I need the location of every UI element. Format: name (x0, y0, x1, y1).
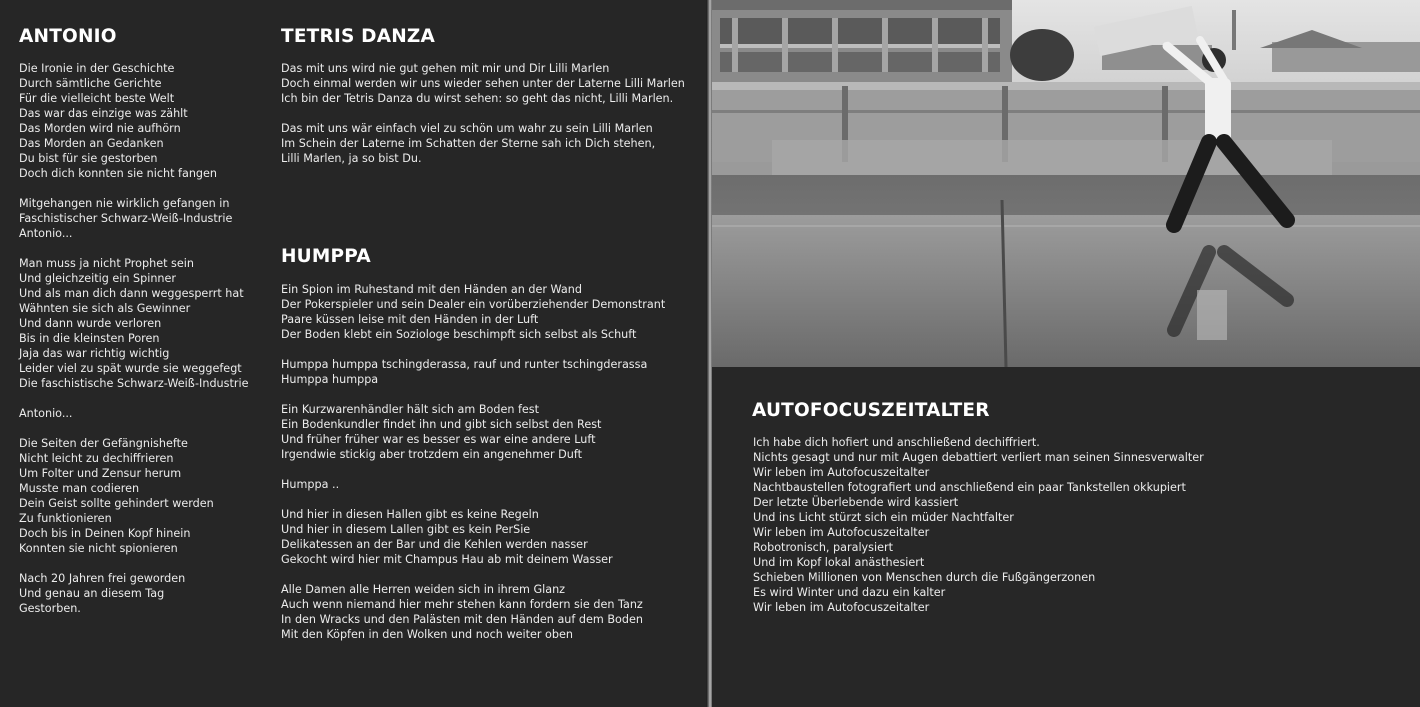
lyric-line: Und früher früher war es besser es war eine andere Luft (281, 433, 596, 446)
autofocuszeitalter-lyrics (753, 435, 1204, 630)
lyric-line: Ein Kurzwarenhändler hält sich am Boden fest (281, 403, 540, 416)
lyric-line: Doch einmal werden wir uns wieder sehen unter der Laterne Lilli Marlen (281, 77, 685, 90)
lyric-line: Und ins Licht stürzt sich ein müder Nachtfalter (753, 511, 1014, 524)
lyric-line: In den Wracks und den Palästen mit den Händen auf dem Boden (281, 613, 643, 626)
lyric-line: Und als man dich dann weggesperrt hat (19, 287, 244, 300)
lyric-line: Und dann wurde verloren (19, 317, 162, 330)
lyric-line: Gestorben. (19, 602, 81, 615)
lyric-line: Und genau an diesem Tag (19, 587, 165, 600)
stanza (19, 196, 248, 241)
lyric-line: Delikatessen an der Bar und die Kehlen werden nasser (281, 538, 588, 551)
lyric-line: Und hier in diesem Lallen gibt es kein PerSie (281, 523, 531, 536)
stanza (281, 61, 685, 106)
rooftop-dancer-photo (712, 0, 1420, 367)
lyric-line: Robotronisch, paralysiert (753, 541, 893, 554)
stanza (281, 582, 665, 642)
lyric-line: Irgendwie stickig aber trotzdem ein angenehmer Duft (281, 448, 582, 461)
stanza (281, 357, 665, 387)
lyric-line: Humppa .. (281, 478, 340, 491)
humppa-title: HUMPPA (281, 246, 371, 267)
lyric-line: Paare küssen leise mit den Händen in der Luft (281, 313, 539, 326)
lyric-line: Das war das einzige was zählt (19, 107, 188, 120)
antonio-title: ANTONIO (19, 26, 117, 47)
lyric-line: Wir leben im Autofocuszeitalter (753, 466, 930, 479)
stanza (281, 477, 665, 492)
lyric-line: Wir leben im Autofocuszeitalter (753, 526, 930, 539)
lyric-line: Nichts gesagt und nur mit Augen debattiert verliert man seinen Sinnesverwalter (753, 451, 1204, 464)
lyric-line: Durch sämtliche Gerichte (19, 77, 162, 90)
lyric-line: Mit den Köpfen in den Wolken und noch weiter oben (281, 628, 573, 641)
tetris-danza-title: TETRIS DANZA (281, 26, 436, 47)
humppa-lyrics (281, 282, 665, 657)
lyric-line: Nachtbaustellen fotografiert und anschließend ein paar Tankstellen okkupiert (753, 481, 1186, 494)
lyric-line: Leider viel zu spät wurde sie weggefegt (19, 362, 242, 375)
lyric-line: Musste man codieren (19, 482, 140, 495)
lyric-line: Ein Spion im Ruhestand mit den Händen an der Wand (281, 283, 582, 296)
lyric-line: Wir leben im Autofocuszeitalter (753, 601, 930, 614)
lyric-line: Um Folter und Zensur herum (19, 467, 182, 480)
stanza (19, 256, 248, 391)
lyric-line: Alle Damen alle Herren weiden sich in ihrem Glanz (281, 583, 566, 596)
lyric-line: Lilli Marlen, ja so bist Du. (281, 152, 422, 165)
lyric-line: Und hier in diesen Hallen gibt es keine Regeln (281, 508, 539, 521)
lyric-line: Der letzte Überlebende wird kassiert (753, 496, 959, 509)
lyric-line: Doch bis in Deinen Kopf hinein (19, 527, 191, 540)
lyric-line: Das Morden an Gedanken (19, 137, 164, 150)
lyric-line: Das mit uns wird nie gut gehen mit mir und Dir Lilli Marlen (281, 62, 610, 75)
lyric-line: Es wird Winter und dazu ein kalter (753, 586, 946, 599)
stanza (281, 121, 685, 166)
lyric-line: Und gleichzeitig ein Spinner (19, 272, 177, 285)
lyric-line: Man muss ja nicht Prophet sein (19, 257, 194, 270)
lyric-line: Das mit uns wär einfach viel zu schön um wahr zu sein Lilli Marlen (281, 122, 653, 135)
lyric-line: Im Schein der Laterne im Schatten der Sterne sah ich Dich stehen, (281, 137, 656, 150)
lyric-line: Die Seiten der Gefängnishefte (19, 437, 188, 450)
lyric-line: Auch wenn niemand hier mehr stehen kann fordern sie den Tanz (281, 598, 643, 611)
stanza (19, 436, 248, 556)
lyric-line: Mitgehangen nie wirklich gefangen in (19, 197, 230, 210)
lyric-line: Jaja das war richtig wichtig (19, 347, 170, 360)
lyric-line: Antonio... (19, 407, 73, 420)
lyric-line: Die faschistische Schwarz-Weiß-Industrie (19, 377, 249, 390)
antonio-lyrics (19, 61, 248, 631)
stanza (19, 571, 248, 616)
lyric-line: Nach 20 Jahren frei geworden (19, 572, 186, 585)
stanza (281, 507, 665, 567)
stanza (19, 61, 248, 181)
lyric-line: Der Boden klebt ein Soziologe beschimpft sich selbst als Schuft (281, 328, 637, 341)
lyric-line: Für die vielleicht beste Welt (19, 92, 175, 105)
lyric-line: Wähnten sie sich als Gewinner (19, 302, 191, 315)
lyric-line: Der Pokerspieler und sein Dealer ein vorüberziehender Demonstrant (281, 298, 666, 311)
lyric-line: Bis in die kleinsten Poren (19, 332, 160, 345)
lyric-line: Doch dich konnten sie nicht fangen (19, 167, 218, 180)
lyric-line: Dein Geist sollte gehindert werden (19, 497, 214, 510)
stanza (281, 282, 665, 342)
lyric-line: Faschistischer Schwarz-Weiß-Industrie (19, 212, 233, 225)
lyric-line: Zu funktionieren (19, 512, 112, 525)
lyric-line: Gekocht wird hier mit Champus Hau ab mit deinem Wasser (281, 553, 613, 566)
stanza (19, 406, 248, 421)
lyric-line: Humppa humppa tschingderassa, rauf und runter tschingderassa (281, 358, 648, 371)
lyric-line: Schieben Millionen von Menschen durch die Fußgängerzonen (753, 571, 1096, 584)
booklet-right-page (712, 0, 1420, 707)
lyric-line: Ich habe dich hofiert und anschließend dechiffriert. (753, 436, 1040, 449)
lyric-line: Humppa humppa (281, 373, 379, 386)
lyric-line: Und im Kopf lokal anästhesiert (753, 556, 925, 569)
booklet-left-page (0, 0, 708, 707)
tetris-danza-lyrics (281, 61, 685, 181)
lyric-line: Nicht leicht zu dechiffrieren (19, 452, 174, 465)
lyric-line: Antonio... (19, 227, 73, 240)
autofocuszeitalter-title: AUTOFOCUSZEITALTER (752, 400, 990, 421)
stanza (281, 402, 665, 462)
lyric-line: Die Ironie in der Geschichte (19, 62, 175, 75)
lyric-line: Konnten sie nicht spionieren (19, 542, 178, 555)
lyric-line: Ein Bodenkundler findet ihn und gibt sich selbst den Rest (281, 418, 602, 431)
lyric-line: Ich bin der Tetris Danza du wirst sehen: so geht das nicht, Lilli Marlen. (281, 92, 674, 105)
lyric-line: Du bist für sie gestorben (19, 152, 158, 165)
stanza (753, 435, 1204, 615)
lyric-line: Das Morden wird nie aufhörn (19, 122, 181, 135)
